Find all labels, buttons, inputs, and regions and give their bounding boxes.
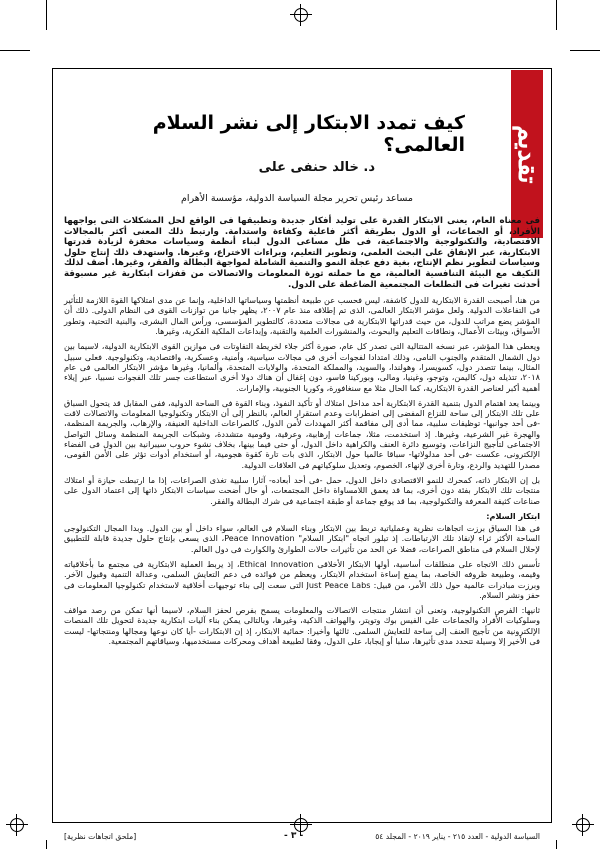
trim-tick-bottom-left-v [46,840,47,849]
paragraph: بل إن الابتكار ذاته، كمحرك للنمو الاقتصادى داخل الدول، حمل -فى أحد أبعاده- آثارا سلبية تغذى الصراعات، إذا ما ارتبطت حيازة أو امتلاك منتجات تلك الابتكار بفئة دون أخرى، بما قد يعمق اللامساواة داخل المجتمعات، أو حال أضحت سياسات الابتكار ذاتها إلى اعتماد الدول على صناعات كثيفة المعرفة والتكنولوجية، بما قد يوقع جماعة أو طبقة اجتماعية فى شرك البطالة والفقر. [64,474,540,506]
lead-paragraph: فى معناه العام، يعنى الابتكار القدرة على توليد أفكار جديدة وتطبيقها فى الواقع لحل المشكلات التى يواجهها الأفراد، أو الجماعات، أو الدول بطريقة أكثر فاعلية وكفاءة واستدامة. وارتبط ذلك المعنى أكثر بالمجالات الاقتصادية، والتكنولوجية والاجتماعية، فى ظل مساعى الدول لبناء أنظمة وسياسات محفزة لزيادة قدرتها الابتكارية، عبر الإنفاق على البحث العلمى، وتطوير التعليم، وبراءات الاختراع، وغيرها. واستهدف ذلك إنتاج حلول وسياسات لتطوير نظم الإنتاج، بغية دفع عجلة النمو والتنمية الشاملة لمواجهة البطالة والفقر، وغيرها. أضف لذلك التكيف مع البيئة التنافسية العالمية، مع ما حملته ثورة المعلومات والاتصالات من قفزات ابتكارية غير مسبوقة أحدثت تغيرات فى التطلعات المجتمعية الضاغطة على الدول. [64,216,540,290]
section-tab-label: تقديم [512,124,542,184]
author-affiliation: مساعد رئيس تحرير مجلة السياسة الدولية، مؤسسة الأهرام [180,193,413,204]
trim-tick-top-left-v [46,0,47,30]
paragraph: ويعطى هذا المؤشر، عبر نسخه المتتالية التى تصدر كل عام، صورة أكثر جلاء لخريطة التفاوتات فى موازين القوى الابتكارية الدولية، لاسيما بين دول الشمال المتقدم والجنوب النامى، وذلك امتدادا لفجوات أخرى فى مجالات سياسية، وأمنية، وعسكرية، واقتصادية، وتكنولوجية. فعلى سبيل المثال، بينما تتصدر دول، كسويسرا، وهولندا، والسويد، والمملكة المتحدة، والولايات المتحدة، وألمانيا، وغيرها مؤشر الابتكار العالمى فى عام ٢٠١٨، تتذيله دول، كاليمن، وتوجو، وغينيا، ومالى، وبوركينا فاسو، دون إغفال أن هناك دولا أخرى استطاعت جسر تلك الفجوات نسبيا، عبر إيلاء أهمية أكبر لعناصر القدرة الابتكارية، كما الحال مثلا مع سنغافورة، وكوريا الجنوبية، والإمارات. [64,341,540,393]
article-title: كيف تمدد الابتكار إلى نشر السلام العالمى؟ [152,112,465,156]
paragraph: ثانيها: الفرص التكنولوجية، وتعنى أن انتشار منتجات الاتصالات والمعلومات يسمح بفرص لحفز السلام، لاسيما أنها تمكن من رصد مواقف وسلوكيات الأفراد والجماعات على الفيس بوك وتويتر، والهواتف الذكية، وغيرها، وبالتالى يمكن بناء آليات ابتكارية جديدة لتحويل تلك المنصات الإلكترونية من تأجيج العنف إلى ساحة للتعايش السلمى. ثالثها وأخيرا: حمائية الابتكار، إذ إن الابتكارات -أيا كان نوعها ومجالها ومنتجاتها- ليست فى الأخير إلا وسيلة تتحدد مدى تأثيرها، سلبا أو إيجابا، على الدول، وفقا لطبيعة أهداف ومحركات مستخدميها، وسياقاتهم المجتمعية. [64,605,540,647]
trim-tick-top-left-h [0,50,30,51]
trim-tick-top-right-v [556,0,557,30]
crop-mark-bottom-right [572,814,594,836]
crop-mark-bottom-left [6,814,28,836]
footer-supplement-label: [ملحق اتجاهات نظرية] [64,832,137,841]
article-body [64,216,540,806]
section-subheading: ابتكار السلام: [486,510,540,521]
paragraph: تأسس ذلك الاتجاه على منطلقات أساسية، أولها الابتكار الأخلاقى Ethical Innovation، إذ يربط العملية الابتكارية فى مجتمع ما بأخلاقياته وقيمه، وطبيعة ظروفه الخاصة، بما يمنع إساءة استخدام الابتكار، ويعظم من فوائده فى دعم التعايش السلمى، وعدالة التنمية وقبول الآخر. وبرزت مبادرات عالمية حول ذلك الأمر، من قبيل: Just Peace Labs التى سعت إلى بناء توجيهات أخلاقية لاستخدام تكنولوجيا المعلومات فى حفز ونشر السلام. [64,558,541,600]
footer-issue-info: السياسة الدولية - العدد ٢١٥ - يناير ٢٠١٩ - المجلد ٥٤ [375,832,540,841]
trim-tick-bottom-right-v [556,840,557,849]
page-footer [64,832,540,846]
paragraph: من هنا، أصبحت القدرة الابتكارية للدول كاشفة، ليس فحسب عن طبيعة أنظمتها وسياساتها الداخلية، وإنما عن مدى امتلاكها القوة اللازمة للتأثير فى التفاعلات الدولية. ولعل مؤشر الابتكار العالمى، الذى تم إطلاقه منذ عام ٢٠٠٧، يظهر جانبا من توازنات القوى فى النظام الدولى. ذلك أن المؤشر يضع مراتب للدول، من حيث قدراتها الابتكارية فى مجالات متعددة، كالتطوير المؤسسى، ورأس المال البشرى، والبنية التحتية، وتطور الأسواق، وبيئات الأعمال، ونطاقات التعليم والبحوث، والمنشورات العلمية والتقنية، وإبداعات الملكية الفكرية، وغيرها. [64,295,540,337]
author-name: د. خالد حنفى على [258,160,375,175]
paragraph: فى هذا السياق برزت اتجاهات نظرية وعملياتية تربط بين الابتكار وبناء السلام فى العالم، سواء داخل أو بين الدول. وبدا المجال التكنولوجى الساحة الأكثر ثراء لإنفاذ تلك الارتباطات. إذ تبلور اتجاه "ابتكار السلام" Peace Innovation، الذى يسعى بإنتاج حلول جديدة قابلة للتطبيق لإحلال السلام فى مناطق الصراعات، فضلا عن الحد من تأثيرات حالات الطوارئ والكوارث فى دول العالم. [64,523,541,554]
page-number: - ٣ - [284,831,304,841]
paragraph: وبينما يعد اهتمام الدول بتنمية القدرة الابتكارية أحد مداخل امتلاك أو تأكيد النفوذ، وبناء القوة فى الساحة الدولية، ففى المقابل قد يتحول السباق على تلك الابتكار إلى ساحة للنزاع المفضى إلى اضطرابات وعدم استقرار العالم، بالنظر إلى أن الابتكار وتكنولوجيا المعلومات والاتصالات لاقت -فى أحد جوانبها- توظيفات سلبية، مما أدى إلى مفاقمة أكثر المهددات لأمن الدول، كالصراعات الداخلية العنيفة، والإرهاب، والجريمة المنظمة، والهجرة غير الشرعية، وغيرها. إذ استخدمت، مثلا، جماعات إرهابية، وعرقية، وقومية متشددة، وشبكات الجريمة المنظمة وسائل التواصل الاجتماعى لتأجيج النزاعات، وتوسيع دائرة العنف والكراهية داخل الدول، أو حتى فيما بينها، بخلاف نشوء حروب سيبرانية بين الدول فى الفضاء الإلكترونى، عكست -فى أحد مدلولاتها- سباقا عالميا حول الابتكار، الذى بات تارة كقوة هجومية، أو استخدام أدوات تؤثر على الأمن القومى، مصدرا للتهديد والردع، وتارة أخرى لإنهاء، الخصوم، وتعديل سلوكياتهم فى العلاقات الدولية. [64,397,540,470]
crop-mark-top-center [290,4,312,26]
trim-tick-top-right-h [570,50,600,51]
